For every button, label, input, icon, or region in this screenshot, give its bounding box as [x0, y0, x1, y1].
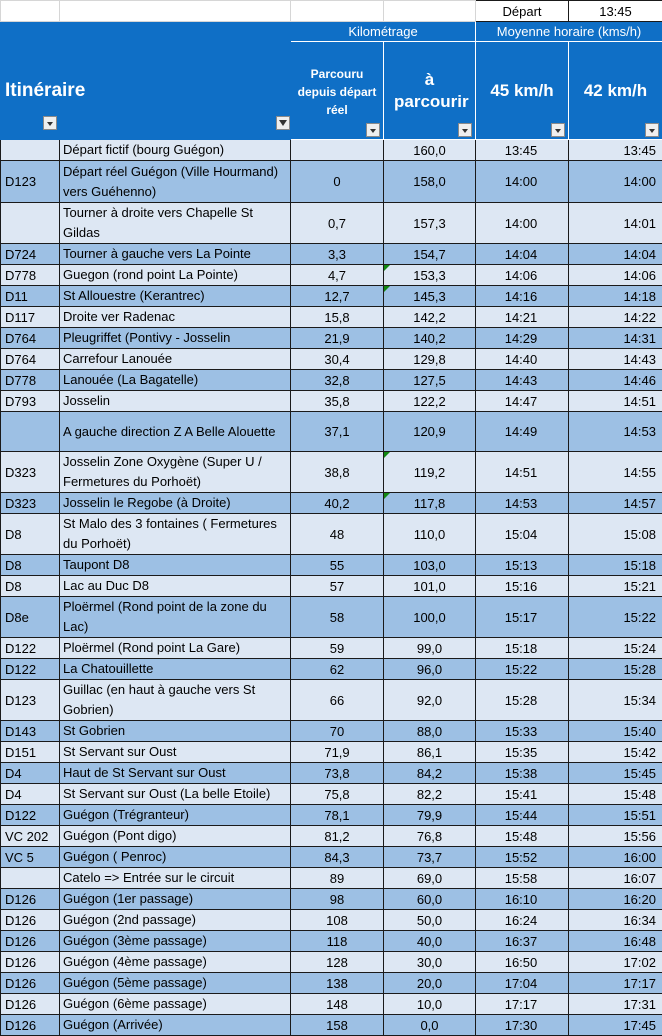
time-45-cell[interactable]: 16:37	[476, 931, 569, 952]
comment-indicator-icon	[384, 286, 390, 292]
km-restant-value: 117,8	[414, 496, 446, 511]
table-row	[1, 597, 662, 638]
road-cell[interactable]: VC 5	[1, 847, 60, 868]
time-42-cell[interactable]: 15:34	[569, 680, 662, 721]
time-42-cell[interactable]: 15:42	[569, 742, 662, 763]
time-45-cell[interactable]: 17:30	[476, 1015, 569, 1036]
km-parcouru-cell[interactable]: 62	[291, 659, 384, 680]
km-restant-cell[interactable]: 99,0	[384, 638, 476, 659]
itineraire-header[interactable]	[1, 22, 291, 140]
km-parcouru-cell[interactable]: 57	[291, 576, 384, 597]
time-42-cell[interactable]: 15:40	[569, 721, 662, 742]
place-cell[interactable]: Haut de St Servant sur Oust	[60, 763, 291, 784]
km-restant-cell[interactable]	[384, 452, 476, 493]
table-row	[1, 826, 662, 847]
filter-dropdown-icon[interactable]	[43, 116, 57, 130]
time-42-cell[interactable]: 14:53	[569, 412, 662, 452]
time-42-cell[interactable]: 15:08	[569, 514, 662, 555]
km-parcouru-cell[interactable]: 71,9	[291, 742, 384, 763]
table-row	[1, 889, 662, 910]
time-42-cell[interactable]: 14:18	[569, 286, 662, 307]
time-45-cell[interactable]: 14:49	[476, 412, 569, 452]
table-row	[1, 1015, 662, 1036]
time-42-cell[interactable]: 14:57	[569, 493, 662, 514]
place-cell[interactable]: Droite ver Radenac	[60, 307, 291, 328]
table-row	[1, 514, 662, 555]
road-cell[interactable]: D123	[1, 680, 60, 721]
place-cell[interactable]: Guégon (2nd passage)	[60, 910, 291, 931]
table-row	[1, 307, 662, 328]
time-42-cell[interactable]: 15:28	[569, 659, 662, 680]
place-cell[interactable]: St Malo des 3 fontaines ( Fermetures du Porhoët)	[60, 514, 291, 555]
table-row	[1, 763, 662, 784]
km-parcouru-cell[interactable]: 58	[291, 597, 384, 638]
table-row	[1, 659, 662, 680]
km-parcouru-cell[interactable]	[291, 140, 384, 161]
filter-dropdown-icon[interactable]	[551, 123, 565, 137]
km-parcouru-cell[interactable]: 37,1	[291, 412, 384, 452]
table-row	[1, 452, 662, 493]
place-cell[interactable]: Guégon ( Penroc)	[60, 847, 291, 868]
km-parcouru-cell[interactable]: 4,7	[291, 265, 384, 286]
table-row	[1, 244, 662, 265]
place-cell[interactable]: Ploërmel (Rond point La Gare)	[60, 638, 291, 659]
place-cell[interactable]: Tourner à gauche vers La Pointe	[60, 244, 291, 265]
place-cell[interactable]: Guegon (rond point La Pointe)	[60, 265, 291, 286]
km-restant-cell[interactable]: 120,9	[384, 412, 476, 452]
time-42-cell[interactable]: 14:00	[569, 161, 662, 203]
km-restant-cell[interactable]	[384, 286, 476, 307]
km-restant-cell[interactable]: 160,0	[384, 140, 476, 161]
km-restant-cell[interactable]: 154,7	[384, 244, 476, 265]
table-row	[1, 742, 662, 763]
time-42-cell[interactable]: 16:07	[569, 868, 662, 889]
table-row	[1, 973, 662, 994]
km-restant-cell[interactable]: 73,7	[384, 847, 476, 868]
km-restant-cell[interactable]: 103,0	[384, 555, 476, 576]
road-cell[interactable]: D126	[1, 1015, 60, 1036]
time-45-cell[interactable]: 15:35	[476, 742, 569, 763]
place-cell[interactable]: Guillac (en haut à gauche vers St Gobrien)	[60, 680, 291, 721]
time-42-cell[interactable]: 14:55	[569, 452, 662, 493]
time-45-cell[interactable]: 15:58	[476, 868, 569, 889]
table-row	[1, 161, 662, 203]
time-42-cell[interactable]: 17:31	[569, 994, 662, 1015]
km-parcouru-cell[interactable]: 59	[291, 638, 384, 659]
place-cell[interactable]: Josselin	[60, 391, 291, 412]
road-cell[interactable]: D126	[1, 931, 60, 952]
table-row	[1, 952, 662, 973]
time-45-cell[interactable]: 13:45	[476, 140, 569, 161]
road-cell[interactable]: D8	[1, 576, 60, 597]
time-45-cell[interactable]: 14:40	[476, 349, 569, 370]
road-cell[interactable]: D4	[1, 763, 60, 784]
km-parcouru-cell[interactable]: 118	[291, 931, 384, 952]
time-42-cell[interactable]: 15:18	[569, 555, 662, 576]
time-45-cell[interactable]: 14:00	[476, 203, 569, 244]
road-cell[interactable]: D123	[1, 161, 60, 203]
km-parcouru-cell[interactable]: 98	[291, 889, 384, 910]
top-row	[1, 1, 662, 22]
km-parcouru-cell[interactable]: 78,1	[291, 805, 384, 826]
time-45-cell[interactable]: 16:50	[476, 952, 569, 973]
filter-dropdown-icon[interactable]	[458, 123, 472, 137]
time-45-cell[interactable]: 14:47	[476, 391, 569, 412]
km-restant-cell[interactable]: 79,9	[384, 805, 476, 826]
time-42-cell[interactable]: 15:51	[569, 805, 662, 826]
km-parcouru-cell[interactable]: 32,8	[291, 370, 384, 391]
km-parcouru-cell[interactable]: 84,3	[291, 847, 384, 868]
table-row	[1, 493, 662, 514]
road-cell[interactable]	[1, 203, 60, 244]
table-row	[1, 370, 662, 391]
time-42-cell[interactable]: 17:45	[569, 1015, 662, 1036]
km-parcouru-cell[interactable]: 55	[291, 555, 384, 576]
time-45-cell[interactable]: 15:48	[476, 826, 569, 847]
km-restant-cell[interactable]: 82,2	[384, 784, 476, 805]
place-cell[interactable]: Guégon (Pont digo)	[60, 826, 291, 847]
time-42-cell[interactable]: 14:01	[569, 203, 662, 244]
top-cell[interactable]	[1, 1, 60, 22]
road-cell[interactable]: D778	[1, 370, 60, 391]
road-cell[interactable]: D151	[1, 742, 60, 763]
km-parcouru-cell[interactable]: 38,8	[291, 452, 384, 493]
km-parcouru-cell[interactable]: 73,8	[291, 763, 384, 784]
table-row	[1, 391, 662, 412]
km-parcouru-cell[interactable]: 128	[291, 952, 384, 973]
comment-indicator-icon	[384, 452, 390, 458]
time-42-cell[interactable]: 17:02	[569, 952, 662, 973]
km-restant-cell[interactable]: 110,0	[384, 514, 476, 555]
km-parcouru-cell[interactable]: 148	[291, 994, 384, 1015]
place-cell[interactable]: Guégon (6ème passage)	[60, 994, 291, 1015]
table-row	[1, 412, 662, 452]
time-42-cell[interactable]: 15:45	[569, 763, 662, 784]
table-row	[1, 265, 662, 286]
time-45-cell[interactable]: 14:00	[476, 161, 569, 203]
road-cell[interactable]: D778	[1, 265, 60, 286]
km-restant-cell[interactable]: 76,8	[384, 826, 476, 847]
time-45-cell[interactable]: 14:06	[476, 265, 569, 286]
time-45-cell[interactable]: 15:44	[476, 805, 569, 826]
depart-label[interactable]: Départ	[476, 1, 569, 22]
time-45-cell[interactable]: 15:22	[476, 659, 569, 680]
time-45-cell[interactable]: 15:33	[476, 721, 569, 742]
km-restant-cell[interactable]: 50,0	[384, 910, 476, 931]
speed-42-label: 42 km/h	[573, 81, 658, 101]
km-parcouru-cell[interactable]: 0,7	[291, 203, 384, 244]
filter-dropdown-icon[interactable]	[645, 123, 659, 137]
kilometrage-header[interactable]: Kilométrage	[291, 22, 476, 42]
place-cell[interactable]: Guégon (3ème passage)	[60, 931, 291, 952]
km-restant-cell[interactable]: 60,0	[384, 889, 476, 910]
time-42-cell[interactable]: 16:20	[569, 889, 662, 910]
time-42-cell[interactable]: 14:46	[569, 370, 662, 391]
km-restant-cell[interactable]: 127,5	[384, 370, 476, 391]
header-row-1	[1, 22, 662, 42]
road-cell[interactable]: D143	[1, 721, 60, 742]
road-cell[interactable]: D126	[1, 910, 60, 931]
depart-time[interactable]: 13:45	[569, 1, 662, 22]
road-cell[interactable]: D323	[1, 493, 60, 514]
km-restant-cell[interactable]: 30,0	[384, 952, 476, 973]
speed-42-header[interactable]	[569, 42, 662, 140]
speed-45-header[interactable]	[476, 42, 569, 140]
time-45-cell[interactable]: 14:51	[476, 452, 569, 493]
km-restant-cell[interactable]: 129,8	[384, 349, 476, 370]
place-cell[interactable]: La Chatouillette	[60, 659, 291, 680]
place-cell[interactable]: Pleugriffet (Pontivy - Josselin	[60, 328, 291, 349]
parcouru-label: Parcouru depuis départ réel	[295, 63, 379, 119]
km-restant-cell[interactable]	[384, 493, 476, 514]
place-cell[interactable]: Taupont D8	[60, 555, 291, 576]
km-parcouru-cell[interactable]: 3,3	[291, 244, 384, 265]
km-parcouru-cell[interactable]: 21,9	[291, 328, 384, 349]
km-restant-cell[interactable]: 86,1	[384, 742, 476, 763]
place-cell[interactable]: Carrefour Lanouée	[60, 349, 291, 370]
place-cell[interactable]: Guégon (Trégranteur)	[60, 805, 291, 826]
table-row	[1, 910, 662, 931]
km-restant-cell[interactable]: 100,0	[384, 597, 476, 638]
time-42-cell[interactable]: 15:48	[569, 784, 662, 805]
road-cell[interactable]: D724	[1, 244, 60, 265]
itineraire-title: Itinéraire	[5, 80, 85, 102]
place-cell[interactable]: Ploërmel (Rond point de la zone du Lac)	[60, 597, 291, 638]
place-cell[interactable]: St Allouestre (Kerantrec)	[60, 286, 291, 307]
km-parcouru-cell[interactable]: 35,8	[291, 391, 384, 412]
place-cell[interactable]: Départ fictif (bourg Guégon)	[60, 140, 291, 161]
place-cell[interactable]: A gauche direction Z A Belle Alouette	[60, 412, 291, 452]
km-parcouru-cell[interactable]: 89	[291, 868, 384, 889]
time-45-cell[interactable]: 15:17	[476, 597, 569, 638]
km-restant-cell[interactable]: 122,2	[384, 391, 476, 412]
km-restant-cell[interactable]	[384, 265, 476, 286]
table-row	[1, 349, 662, 370]
road-cell[interactable]	[1, 412, 60, 452]
place-cell[interactable]: Tourner à droite vers Chapelle St Gildas	[60, 203, 291, 244]
km-parcouru-cell[interactable]: 40,2	[291, 493, 384, 514]
road-cell[interactable]: D4	[1, 784, 60, 805]
time-45-cell[interactable]: 15:38	[476, 763, 569, 784]
km-restant-cell[interactable]: 10,0	[384, 994, 476, 1015]
road-cell[interactable]: D122	[1, 638, 60, 659]
time-42-cell[interactable]: 15:56	[569, 826, 662, 847]
km-parcouru-cell[interactable]: 108	[291, 910, 384, 931]
table-row	[1, 805, 662, 826]
table-row	[1, 994, 662, 1015]
speed-45-label: 45 km/h	[480, 81, 564, 101]
a-parcourir-header[interactable]	[384, 42, 476, 140]
place-cell[interactable]: Lac au Duc D8	[60, 576, 291, 597]
time-42-cell[interactable]: 16:48	[569, 931, 662, 952]
place-cell[interactable]: Guégon (1er passage)	[60, 889, 291, 910]
km-restant-cell[interactable]: 40,0	[384, 931, 476, 952]
time-42-cell[interactable]: 14:51	[569, 391, 662, 412]
place-cell[interactable]: Josselin Zone Oxygène (Super U / Fermetures du Porhoët)	[60, 452, 291, 493]
place-cell[interactable]: Lanouée (La Bagatelle)	[60, 370, 291, 391]
place-cell[interactable]: Guégon (Arrivée)	[60, 1015, 291, 1036]
km-restant-cell[interactable]: 96,0	[384, 659, 476, 680]
place-cell[interactable]: Catelo => Entrée sur le circuit	[60, 868, 291, 889]
km-restant-value: 119,2	[414, 465, 446, 480]
table-row	[1, 868, 662, 889]
time-45-cell[interactable]: 14:43	[476, 370, 569, 391]
time-45-cell[interactable]: 14:04	[476, 244, 569, 265]
time-42-cell[interactable]: 15:21	[569, 576, 662, 597]
km-parcouru-cell[interactable]: 12,7	[291, 286, 384, 307]
place-cell[interactable]: Guégon (4ème passage)	[60, 952, 291, 973]
table-row	[1, 931, 662, 952]
time-45-cell[interactable]: 17:04	[476, 973, 569, 994]
table-row	[1, 784, 662, 805]
road-cell[interactable]: D8e	[1, 597, 60, 638]
km-parcouru-cell[interactable]: 48	[291, 514, 384, 555]
a-parcourir-label: à parcourir	[388, 69, 471, 113]
time-45-cell[interactable]: 15:16	[476, 576, 569, 597]
time-45-cell[interactable]: 15:13	[476, 555, 569, 576]
top-cell[interactable]	[384, 1, 476, 22]
time-42-cell[interactable]: 15:24	[569, 638, 662, 659]
road-cell[interactable]: D764	[1, 349, 60, 370]
time-42-cell[interactable]: 13:45	[569, 140, 662, 161]
km-restant-cell[interactable]: 84,2	[384, 763, 476, 784]
time-45-cell[interactable]: 17:17	[476, 994, 569, 1015]
road-cell[interactable]: D122	[1, 659, 60, 680]
time-42-cell[interactable]: 14:22	[569, 307, 662, 328]
km-parcouru-cell[interactable]: 75,8	[291, 784, 384, 805]
km-parcouru-cell[interactable]: 138	[291, 973, 384, 994]
km-restant-cell[interactable]: 69,0	[384, 868, 476, 889]
time-42-cell[interactable]: 14:43	[569, 349, 662, 370]
road-cell[interactable]: D8	[1, 514, 60, 555]
time-42-cell[interactable]: 17:17	[569, 973, 662, 994]
time-45-cell[interactable]: 14:53	[476, 493, 569, 514]
road-cell[interactable]: D8	[1, 555, 60, 576]
time-45-cell[interactable]: 15:28	[476, 680, 569, 721]
km-parcouru-cell[interactable]: 81,2	[291, 826, 384, 847]
time-42-cell[interactable]: 16:00	[569, 847, 662, 868]
table-row	[1, 576, 662, 597]
km-restant-cell[interactable]: 157,3	[384, 203, 476, 244]
road-cell[interactable]: D764	[1, 328, 60, 349]
place-cell[interactable]: St Gobrien	[60, 721, 291, 742]
road-cell[interactable]: D323	[1, 452, 60, 493]
km-restant-cell[interactable]: 88,0	[384, 721, 476, 742]
time-45-cell[interactable]: 16:10	[476, 889, 569, 910]
km-restant-cell[interactable]: 92,0	[384, 680, 476, 721]
km-parcouru-cell[interactable]: 30,4	[291, 349, 384, 370]
table-row	[1, 680, 662, 721]
comment-indicator-icon	[384, 265, 390, 271]
road-cell[interactable]: D126	[1, 973, 60, 994]
table-row	[1, 555, 662, 576]
comment-indicator-icon	[384, 493, 390, 499]
km-restant-value: 145,3	[413, 289, 446, 304]
time-42-cell[interactable]: 14:04	[569, 244, 662, 265]
road-cell[interactable]: D126	[1, 952, 60, 973]
road-cell[interactable]: D122	[1, 805, 60, 826]
time-45-cell[interactable]: 15:52	[476, 847, 569, 868]
km-parcouru-cell[interactable]: 158	[291, 1015, 384, 1036]
table-row	[1, 140, 662, 161]
road-cell[interactable]: D126	[1, 889, 60, 910]
km-restant-cell[interactable]: 142,2	[384, 307, 476, 328]
road-cell[interactable]: D11	[1, 286, 60, 307]
moyenne-header[interactable]: Moyenne horaire (kms/h)	[476, 22, 662, 42]
table-row	[1, 328, 662, 349]
km-parcouru-cell[interactable]: 70	[291, 721, 384, 742]
place-cell[interactable]: Guégon (5ème passage)	[60, 973, 291, 994]
table-row	[1, 286, 662, 307]
time-45-cell[interactable]: 15:04	[476, 514, 569, 555]
road-cell[interactable]	[1, 868, 60, 889]
km-restant-value: 153,3	[413, 268, 446, 283]
table-row	[1, 721, 662, 742]
km-restant-cell[interactable]: 0,0	[384, 1015, 476, 1036]
road-cell[interactable]: D793	[1, 391, 60, 412]
time-45-cell[interactable]: 16:24	[476, 910, 569, 931]
table-body	[1, 140, 662, 1036]
km-parcouru-cell[interactable]: 0	[291, 161, 384, 203]
time-45-cell[interactable]: 15:18	[476, 638, 569, 659]
road-cell[interactable]: VC 202	[1, 826, 60, 847]
km-parcouru-cell[interactable]: 15,8	[291, 307, 384, 328]
km-restant-cell[interactable]: 20,0	[384, 973, 476, 994]
time-42-cell[interactable]: 16:34	[569, 910, 662, 931]
time-45-cell[interactable]: 14:16	[476, 286, 569, 307]
time-45-cell[interactable]: 14:21	[476, 307, 569, 328]
top-cell[interactable]	[60, 1, 291, 22]
filter-dropdown-icon[interactable]	[366, 123, 380, 137]
km-parcouru-cell[interactable]: 66	[291, 680, 384, 721]
filter-active-icon[interactable]	[276, 116, 290, 130]
table-row	[1, 203, 662, 244]
time-42-cell[interactable]: 14:06	[569, 265, 662, 286]
time-45-cell[interactable]: 15:41	[476, 784, 569, 805]
table-row	[1, 638, 662, 659]
place-cell[interactable]: St Servant sur Oust	[60, 742, 291, 763]
km-restant-cell[interactable]: 140,2	[384, 328, 476, 349]
place-cell[interactable]: St Servant sur Oust (La belle Etoile)	[60, 784, 291, 805]
road-cell[interactable]	[1, 140, 60, 161]
table-row	[1, 847, 662, 868]
top-cell[interactable]	[291, 1, 384, 22]
km-restant-cell[interactable]: 101,0	[384, 576, 476, 597]
place-cell[interactable]: Départ réel Guégon (Ville Hourmand) vers Guéhenno)	[60, 161, 291, 203]
km-restant-cell[interactable]: 158,0	[384, 161, 476, 203]
time-42-cell[interactable]: 14:31	[569, 328, 662, 349]
road-cell[interactable]: D126	[1, 994, 60, 1015]
time-45-cell[interactable]: 14:29	[476, 328, 569, 349]
parcouru-header[interactable]	[291, 42, 384, 140]
road-cell[interactable]: D117	[1, 307, 60, 328]
time-42-cell[interactable]: 15:22	[569, 597, 662, 638]
place-cell[interactable]: Josselin le Regobe (à Droite)	[60, 493, 291, 514]
